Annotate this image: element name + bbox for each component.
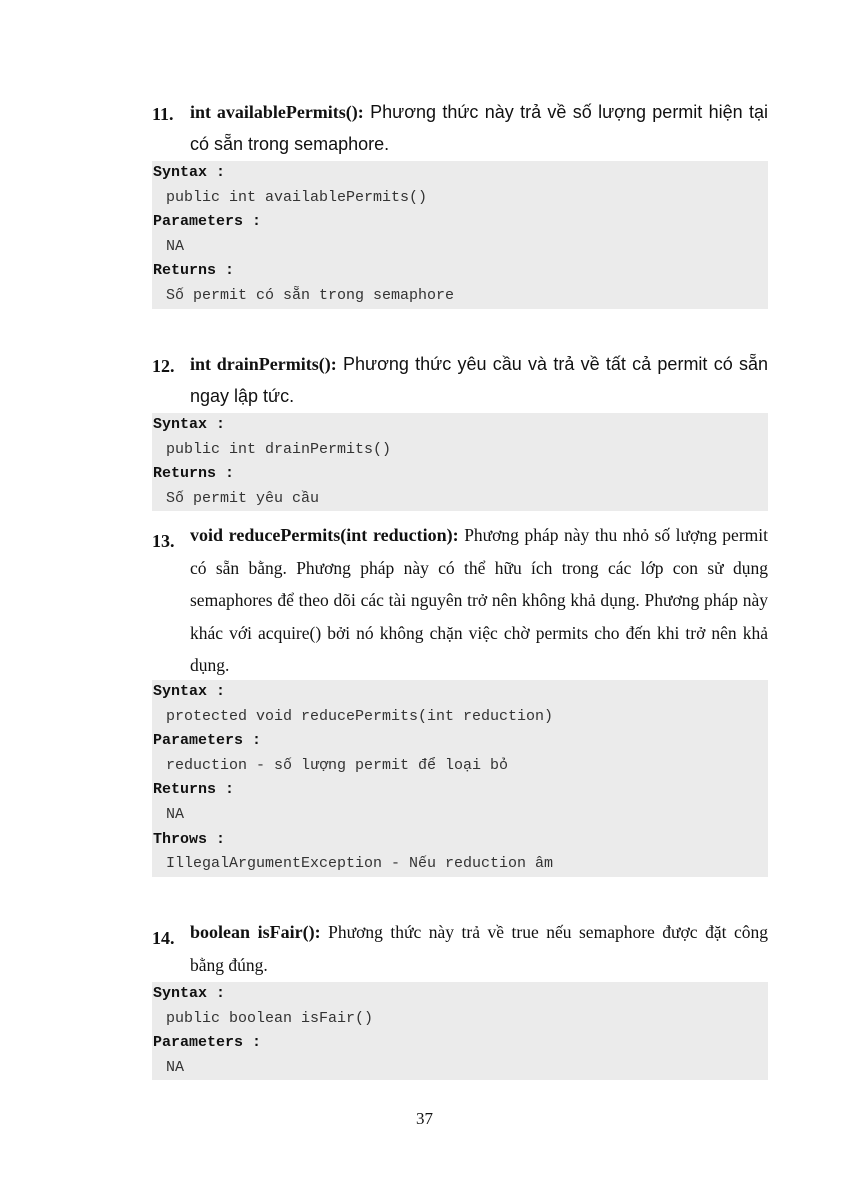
code-block-drain-permits [152, 413, 768, 511]
method-signature: int availablePermits(): [190, 102, 364, 122]
method-description: Phương thức yêu cầu và trả về tất cả permit có sẵn ngay lập tức. [190, 354, 768, 406]
code-value: Số permit yêu cầu [166, 489, 320, 507]
code-value: Số permit có sẵn trong semaphore [166, 286, 455, 304]
code-label: Parameters : [153, 732, 262, 750]
code-block-reduce-permits [152, 680, 768, 877]
method-description: Phương thức này trả về số lượng permit hiện tại có sẵn trong semaphore. [190, 102, 769, 154]
method-signature: void reducePermits(int reduction): [190, 525, 459, 545]
code-label: Syntax : [153, 164, 226, 181]
code-value: NA [166, 805, 185, 823]
code-label: Returns : [153, 781, 235, 799]
method-signature: boolean isFair(): [190, 922, 321, 942]
code-label: Syntax : [153, 683, 226, 700]
code-label: Throws : [153, 830, 226, 848]
method-description: Phương pháp này thu nhỏ số lượng permit có sẵn bằng. Phương pháp này có thể hữu ích trong các lớp con sử dụng semaphores để theo dõi các tài nguyên trở nên không khả dụng. Phương pháp này khác với acquire() bởi nó không chặn việc chờ permits cho đến khi trở nên khả dụng. [190, 525, 768, 675]
code-label: Syntax : [153, 985, 226, 1002]
code-value: protected void reducePermits(int reduction) [166, 707, 554, 725]
code-label: Syntax : [153, 416, 226, 433]
code-value: NA [166, 237, 185, 255]
method-signature: int drainPermits(): [190, 354, 337, 374]
code-value: public int availablePermits() [166, 188, 428, 206]
method-heading-available-permits [152, 96, 768, 160]
code-value: public int drainPermits() [166, 440, 392, 458]
code-label: Parameters : [153, 1034, 262, 1052]
item-number: 12. [152, 356, 175, 376]
code-label: Returns : [153, 262, 235, 280]
code-block-available-permits [152, 161, 768, 309]
item-number: 14. [152, 928, 175, 948]
method-heading-reduce-permits [152, 519, 768, 682]
code-value: IllegalArgumentException - Nếu reduction âm [166, 855, 554, 873]
method-description: Phương thức này trả về true nếu semaphore được đặt công bằng đúng. [190, 922, 768, 975]
method-heading-drain-permits [152, 348, 768, 412]
item-number: 13. [152, 531, 175, 551]
code-value: NA [166, 1058, 185, 1076]
item-number: 11. [152, 104, 174, 124]
code-value: reduction - số lượng permit để loại bỏ [166, 756, 509, 774]
code-value: public boolean isFair() [166, 1009, 374, 1027]
code-label: Returns : [153, 465, 235, 483]
page-number: 37 [416, 1109, 433, 1128]
code-block-is-fair [152, 982, 768, 1080]
code-label: Parameters : [153, 213, 262, 231]
method-heading-is-fair [152, 916, 768, 981]
